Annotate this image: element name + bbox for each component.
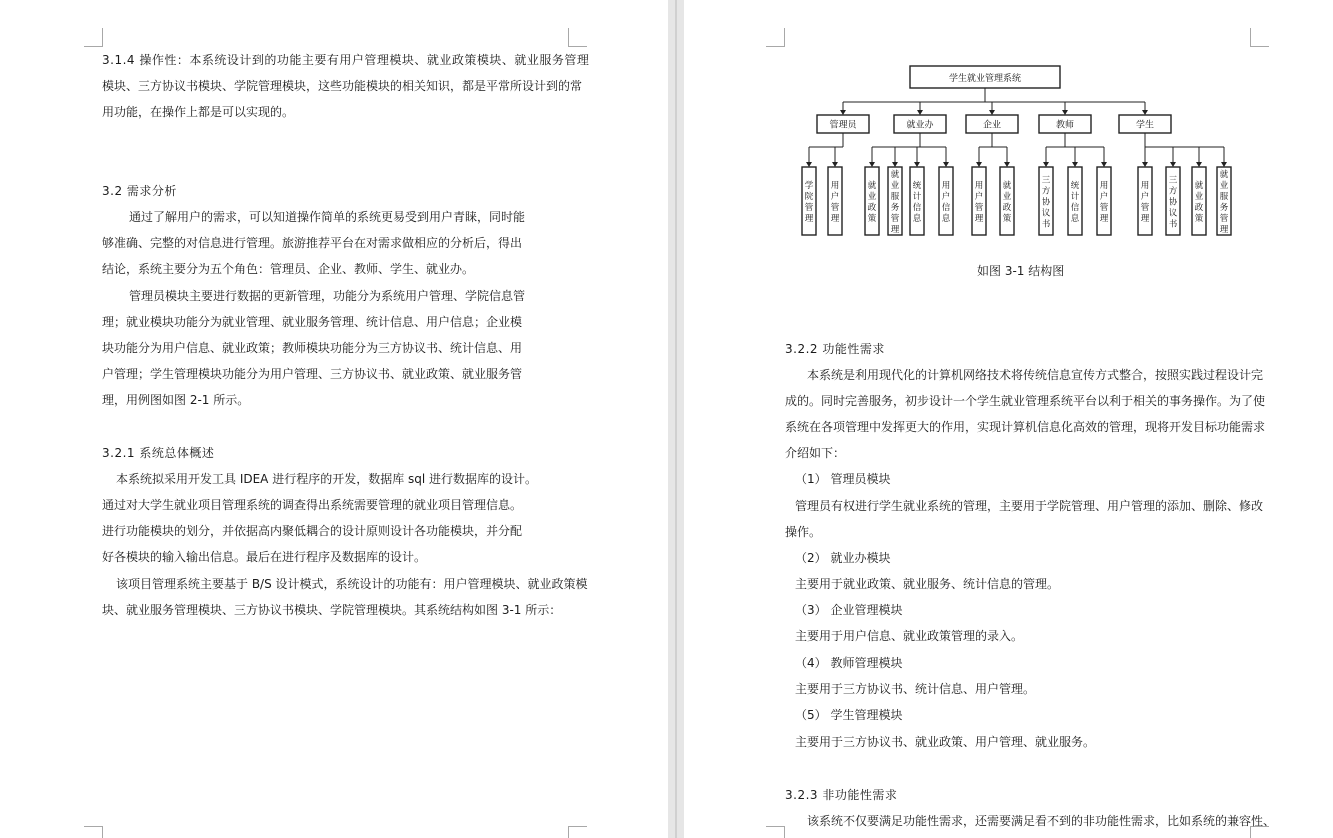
- section-heading-3-2-3: 3.2.3 非功能性需求: [785, 788, 898, 802]
- diagram-leaf-label: 用户管理: [1140, 181, 1150, 224]
- crop-mark: [84, 28, 103, 47]
- arrow-head: [1142, 162, 1148, 167]
- section-heading-3-2: 3.2 需求分析: [102, 184, 177, 198]
- arrow-head: [1221, 162, 1227, 167]
- diagram-root-label: 学生就业管理系统: [948, 74, 1022, 84]
- system-structure-diagram: [794, 60, 1254, 245]
- diagram-leaf-label: 三方协议书: [1168, 175, 1178, 230]
- arrow-head: [869, 162, 875, 167]
- crop-mark: [84, 826, 103, 838]
- diagram-leaf-label: 用户管理: [830, 181, 840, 224]
- arrow-head: [917, 110, 923, 115]
- diagram-role-label: 就业办: [906, 120, 934, 131]
- body-line: 通过对大学生就业项目管理系统的调查得出系统需要管理的就业项目管理信息。: [102, 498, 523, 512]
- crop-mark: [568, 28, 587, 47]
- body-line: 好各模块的输入输出信息。最后在进行程序及数据库的设计。: [102, 550, 427, 564]
- body-line: 本系统是利用现代化的计算机网络技术将传统信息宣传方式整合，按照实践过程设计完: [807, 368, 1264, 382]
- body-line: 进行功能模块的划分，并依据高内聚低耦合的设计原则设计各功能模块，并分配: [102, 524, 523, 538]
- body-line: 够准确、完整的对信息进行管理。旅游推荐平台在对需求做相应的分析后，得出: [102, 236, 523, 250]
- arrow-head: [840, 110, 846, 115]
- arrow-head: [976, 162, 982, 167]
- list-item-heading: （2） 就业办模块: [795, 551, 891, 565]
- arrow-head: [914, 162, 920, 167]
- body-line: 主要用于三方协议书、就业政策、用户管理、就业服务。: [795, 735, 1096, 749]
- arrow-head: [806, 162, 812, 167]
- diagram-leaf-label: 就业政策: [1194, 181, 1204, 224]
- diagram-leaf-label: 就业服务管理: [1219, 170, 1229, 235]
- diagram-leaf-label: 用户信息: [941, 181, 951, 224]
- list-item-heading: （5） 学生管理模块: [795, 708, 903, 722]
- arrow-head: [1142, 110, 1148, 115]
- arrow-head: [892, 162, 898, 167]
- body-line: 成的。同时完善服务，初步设计一个学生就业管理系统平台以利于相关的事务操作。为了使: [785, 394, 1266, 408]
- body-line: 理；就业模块功能分为就业管理、就业服务管理、统计信息、用户信息；企业模: [102, 315, 523, 329]
- arrow-head: [1170, 162, 1176, 167]
- arrow-head: [1062, 110, 1068, 115]
- arrow-head: [989, 110, 995, 115]
- body-line: 用功能，在操作上都是可以实现的。: [102, 105, 295, 119]
- diagram-role-label: 学生: [1135, 120, 1155, 131]
- body-line: 结论，系统主要分为五个角色：管理员、企业、教师、学生、就业办。: [102, 262, 475, 276]
- arrow-head: [1043, 162, 1049, 167]
- diagram-leaf-label: 用户管理: [974, 181, 984, 224]
- body-line: 块功能分为用户信息、就业政策；教师模块功能分为三方协议书、统计信息、用: [102, 341, 523, 355]
- arrow-head: [943, 162, 949, 167]
- list-item-heading: （1） 管理员模块: [795, 472, 891, 486]
- body-line: 该系统不仅要满足功能性需求，还需要满足看不到的非功能性需求，比如系统的兼容性、: [807, 814, 1276, 828]
- diagram-role-label: 教师: [1055, 120, 1075, 131]
- body-line: 管理员有权进行学生就业系统的管理，主要用于学院管理、用户管理的添加、删除、修改: [795, 499, 1264, 513]
- body-line: 模块、三方协议书模块、学院管理模块，这些功能模块的相关知识，都是平常所设计到的常: [102, 79, 583, 93]
- section-heading-3-2-2: 3.2.2 功能性需求: [785, 342, 885, 356]
- arrow-head: [1004, 162, 1010, 167]
- body-line: 本系统拟采用开发工具 IDEA 进行程序的开发，数据库 sql 进行数据库的设计。: [116, 472, 538, 486]
- diagram-leaf-label: 学院管理: [804, 181, 814, 224]
- list-item-heading: （3） 企业管理模块: [795, 603, 903, 617]
- diagram-leaf-label: 就业政策: [1002, 181, 1012, 224]
- diagram-leaf-label: 统计信息: [912, 181, 922, 224]
- diagram-role-label: 管理员: [829, 120, 857, 131]
- diagram-leaf-label: 用户管理: [1099, 181, 1109, 224]
- crop-mark: [1250, 28, 1269, 47]
- document-page-right: [684, 0, 1333, 838]
- body-line: 操作。: [785, 525, 822, 539]
- body-line: 主要用于用户信息、就业政策管理的录入。: [795, 629, 1024, 643]
- diagram-leaf-label: 三方协议书: [1041, 175, 1051, 230]
- arrow-head: [1101, 162, 1107, 167]
- body-line: 该项目管理系统主要基于 B/S 设计模式，系统设计的功能有：用户管理模块、就业政策模: [116, 577, 588, 591]
- crop-mark: [766, 826, 785, 838]
- arrow-head: [1196, 162, 1202, 167]
- section-heading-3-2-1: 3.2.1 系统总体概述: [102, 446, 215, 460]
- page-divider: [675, 0, 677, 838]
- body-line: 系统在各项管理中发挥更大的作用，实现计算机信息化高效的管理，现将开发目标功能需求: [785, 420, 1266, 434]
- crop-mark: [766, 28, 785, 47]
- diagram-leaf-label: 就业政策: [867, 181, 877, 224]
- diagram-role-label: 企业: [982, 120, 1002, 131]
- body-line: 主要用于就业政策、就业服务、统计信息的管理。: [795, 577, 1060, 591]
- list-item-heading: （4） 教师管理模块: [795, 656, 903, 670]
- body-line: 通过了解用户的需求，可以知道操作简单的系统更易受到用户青睐，同时能: [129, 210, 526, 224]
- body-line: 块、就业服务管理模块、三方协议书模块、学院管理模块。其系统结构如图 3-1 所示：: [102, 603, 562, 617]
- body-line: 介绍如下：: [785, 446, 846, 460]
- figure-caption: 如图 3-1 结构图: [977, 264, 1065, 278]
- crop-mark: [568, 826, 587, 838]
- diagram-leaf-label: 统计信息: [1070, 181, 1080, 224]
- body-line: 管理员模块主要进行数据的更新管理，功能分为系统用户管理、学院信息管: [129, 289, 526, 303]
- body-line: 主要用于三方协议书、统计信息、用户管理。: [795, 682, 1036, 696]
- body-line: 理，用例图如图 2-1 所示。: [102, 393, 250, 407]
- arrow-head: [832, 162, 838, 167]
- section-3-1-4-line: 3.1.4 操作性：本系统设计到的功能主要有用户管理模块、就业政策模块、就业服务管理: [102, 53, 590, 67]
- diagram-leaf-label: 就业服务管理: [890, 170, 900, 235]
- body-line: 户管理；学生管理模块功能分为用户管理、三方协议书、就业政策、就业服务管: [102, 367, 523, 381]
- arrow-head: [1072, 162, 1078, 167]
